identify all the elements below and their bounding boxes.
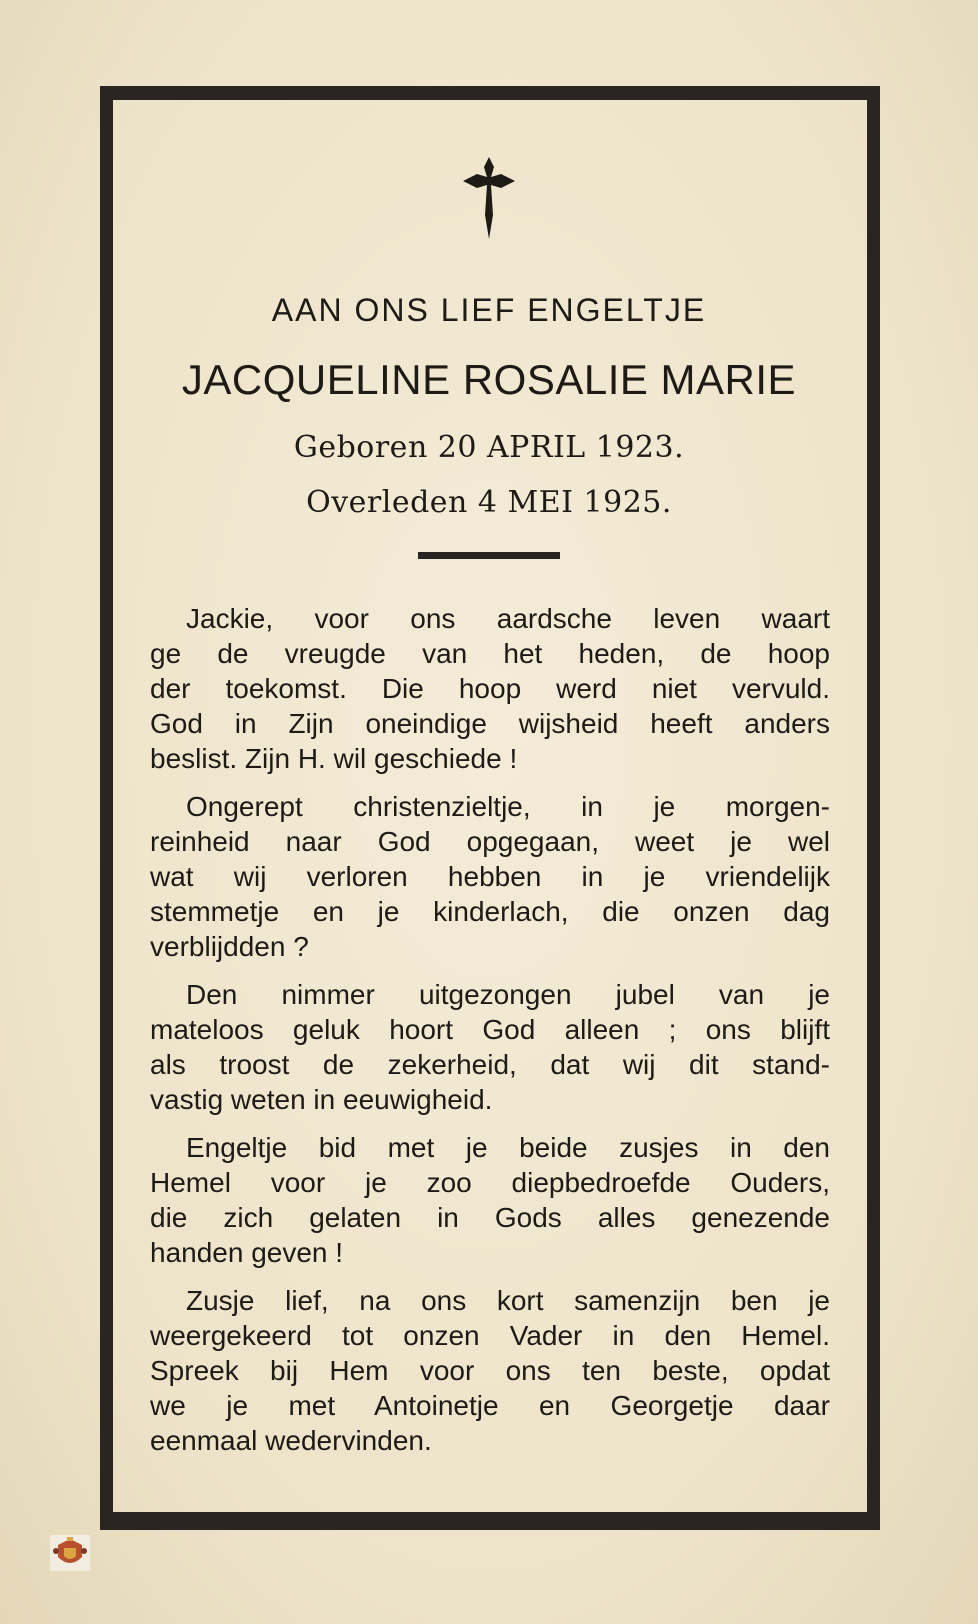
text-line: reinheid naar God opgegaan, weet je wel [150, 826, 830, 857]
text-line: Engeltje bid met je beide zusjes in den [186, 1132, 830, 1163]
text-line: vastig weten in eeuwigheid. [150, 1084, 493, 1115]
text-line: God in Zijn oneindige wijsheid heeft anders [150, 708, 830, 739]
text-line: Den nimmer uitgezongen jubel van je [186, 979, 830, 1010]
text-line: mateloos geluk hoort God alleen ; ons blijft [150, 1014, 830, 1045]
heraldic-crest-icon [50, 1535, 90, 1571]
text-line: Jackie, voor ons aardsche leven waart [186, 603, 830, 634]
text-line: Hemel voor je zoo diepbedroefde Ouders, [150, 1167, 830, 1198]
paragraph-3 [150, 977, 830, 1117]
text-line: stemmetje en je kinderlach, die onzen dag [150, 896, 830, 927]
text-line: we je met Antoinetje en Georgetje daar [150, 1390, 830, 1421]
text-line: der toekomst. Die hoop werd niet vervuld. [150, 673, 830, 704]
text-line: wat wij verloren hebben in je vriendelijk [150, 861, 830, 892]
text-line: die zich gelaten in Gods alles genezende [150, 1202, 830, 1233]
text-line: als troost de zekerheid, dat wij dit stand- [150, 1049, 830, 1080]
text-line: beslist. Zijn H. wil geschiede ! [150, 743, 518, 774]
death-date: Overleden 4 MEI 1925. [306, 485, 672, 520]
birth-date: Geboren 20 APRIL 1923. [293, 430, 685, 465]
paragraph-2 [150, 789, 830, 964]
paragraph-1 [150, 601, 830, 776]
text-line: Spreek bij Hem voor ons ten beste, opdat [150, 1355, 830, 1386]
memorial-text [150, 601, 830, 1471]
text-line: eenmaal wedervinden. [150, 1425, 432, 1456]
cross-icon [461, 155, 517, 241]
text-line: ge de vreugde van het heden, de hoop [150, 638, 830, 669]
card-title: AAN ONS LIEF ENGELTJE [271, 292, 707, 328]
paragraph-4 [150, 1130, 830, 1270]
text-line: weergekeerd tot onzen Vader in den Hemel. [150, 1320, 830, 1351]
text-line: handen geven ! [150, 1237, 344, 1268]
divider-rule [418, 552, 560, 559]
paragraph-5 [150, 1283, 830, 1458]
text-line: Ongerept christenzieltje, in je morgen- [186, 791, 830, 822]
text-line: verblijdden ? [150, 931, 309, 962]
deceased-name: JACQUELINE ROSALIE MARIE [181, 356, 797, 403]
text-line: Zusje lief, na ons kort samenzijn ben je [186, 1285, 830, 1316]
